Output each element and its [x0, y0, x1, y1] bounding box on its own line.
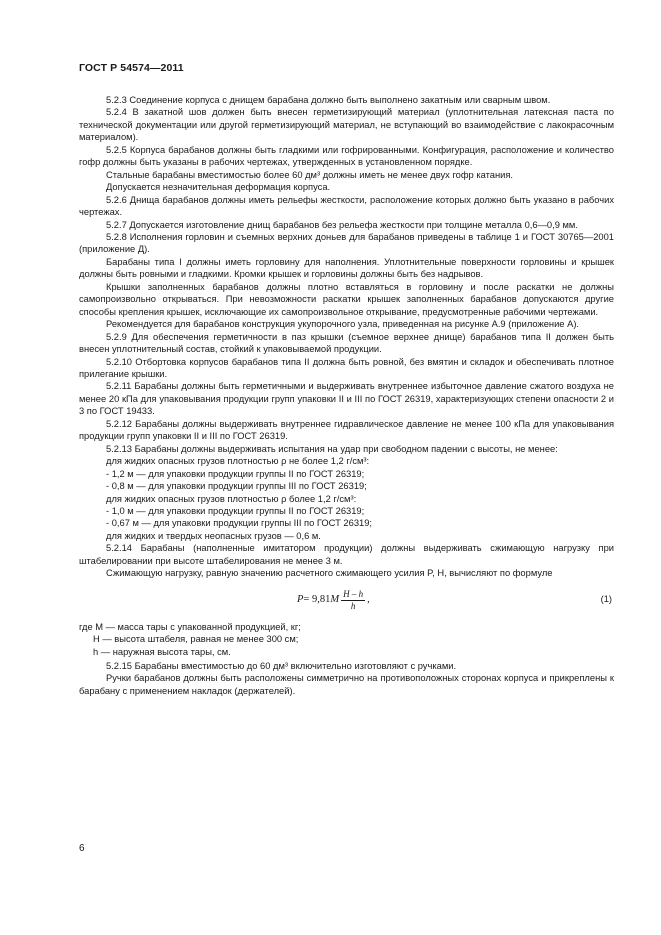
paragraph-5-2-4: 5.2.4 В закатной шов должен быть внесен герметизирующий материал (уплотнительная латексная паста по технической документации или другой герметизирующий материал, не вступающий во взаимодействие с лакокрасочным материалом).	[79, 107, 614, 143]
formula-lhs: P	[297, 593, 304, 605]
paragraph-formula-intro: Сжимающую нагрузку, равную значению расчетного сжимающего усилия P, Н, вычисляют по формуле	[106, 568, 553, 579]
paragraph-handles: Ручки барабанов должны быть расположены симметрично на противоположных сторонах корпуса и прикреплены к барабану с применением накладок (держателей).	[79, 673, 614, 696]
paragraph-5-2-6: 5.2.6 Днища барабанов должны иметь рельефы жесткости, расположение которых должно быть указано в рабочих чертежах.	[79, 194, 614, 218]
paragraph-5-2-7: 5.2.7 Допускается изготовление днищ барабанов без рельефа жесткости при толщине металла 0,6—0,9 мм.	[106, 219, 578, 230]
document-header: ГОСТ Р 54574—2011	[79, 62, 184, 74]
paragraph-recommended: Рекомендуется для барабанов конструкция укупорочного узла, приведенная на рисунке А.9 (приложение А).	[106, 319, 580, 330]
formula-legend	[79, 621, 614, 658]
list-item: - 1,2 м — для упаковки продукции группы II по ГОСТ 26319;	[106, 468, 365, 479]
list-item: - 1,0 м — для упаковки продукции группы II по ГОСТ 26319;	[106, 505, 365, 516]
paragraph-5-2-13: 5.2.13 Барабаны должны выдерживать испытания на удар при свободном падении с высоты, не менее:	[106, 443, 558, 454]
paragraph-lids: Крышки заполненных барабанов должны плотно вставляться в горловину и после раскатки не должны самопроизвольно открываться. При невозможности раскатки крышек заполненных барабанов допускаются другие способы крепления крышек, исключающие их самопроизвольное открывание, предусмотренные рабочими чертежами.	[79, 281, 614, 317]
list-item: для жидких опасных грузов плотностью ρ более 1,2 г/см³:	[106, 493, 357, 504]
formula-numerator: H – h	[343, 588, 364, 599]
paragraph-5-2-11: 5.2.11 Барабаны должны быть герметичными и выдерживать внутреннее избыточное давление сжатого воздуха не менее 20 кПа для упаковывания продукции групп упаковки II и III по ГОСТ 26319, характеризующих степени опасности 2 и 3 по ГОСТ 19433.	[79, 381, 614, 417]
list-item: для жидких и твердых неопасных грузов — 0,6 м.	[106, 530, 321, 541]
list-item: для жидких опасных грузов плотностью ρ не более 1,2 г/см³:	[106, 456, 370, 467]
formula-fraction	[341, 589, 365, 612]
legend-line: H — высота штабеля, равная не менее 300 см;	[93, 634, 299, 645]
document-body	[79, 94, 614, 697]
paragraph-5-2-10: 5.2.10 Отбортовка корпусов барабанов типа II должна быть ровной, без вмятин и складок и обеспечивать плотное прилегание крышки.	[79, 356, 614, 379]
paragraph-5-2-15: 5.2.15 Барабаны вместимостью до 60 дм³ включительно изготовляют с ручками.	[106, 661, 457, 672]
formula-denominator: h	[350, 600, 356, 611]
paragraph-deformation: Допускается незначительная деформация корпуса.	[106, 182, 331, 193]
formula-tail: ,	[367, 593, 370, 605]
paragraph-5-2-12: 5.2.12 Барабаны должны выдерживать внутреннее гидравлическое давление не менее 100 кПа для упаковывания продукции групп упаковки II и III по ГОСТ 26319.	[79, 418, 614, 442]
drop-height-list	[79, 455, 614, 542]
legend-line: h — наружная высота тары, см.	[93, 646, 231, 657]
paragraph-5-2-8: 5.2.8 Исполнения горловин и съемных верхних доньев для барабанов приведены в таблице 1 и ГОСТ 30765—2001 (приложение Д).	[79, 231, 614, 255]
list-item: - 0,8 м — для упаковки продукции группы III по ГОСТ 26319;	[106, 481, 367, 492]
paragraph-5-2-9: 5.2.9 Для обеспечения герметичности в паз крышки (съемное верхнее днище) барабанов типа II должен быть внесен уплотнительный состав, стойкий к упаковываемой продукции.	[79, 331, 614, 355]
formula-mass: M	[330, 593, 340, 605]
paragraph-5-2-14: 5.2.14 Барабаны (наполненные имитатором продукции) должны выдерживать сжимающую нагрузку при штабелировании при высоте штабелирования не менее 3 м.	[79, 543, 614, 566]
formula-coefficient: = 9,81	[303, 593, 331, 605]
legend-line: где M — масса тары с упакованной продукцией, кг;	[79, 621, 301, 632]
paragraph-steel-drums: Стальные барабаны вместимостью более 60 дм³ должны иметь не менее двух гофр катания.	[106, 169, 514, 180]
list-item: - 0,67 м — для упаковки продукции группы III по ГОСТ 26319;	[106, 518, 372, 529]
page-number: 6	[79, 843, 85, 854]
formula	[297, 589, 370, 612]
paragraph-5-2-5: 5.2.5 Корпуса барабанов должны быть гладкими или гофрированными. Конфигурация, расположение и количество гофр должны быть указаны в рабочих чертежах, утвержденных в установленном порядке.	[79, 144, 614, 168]
paragraph-5-2-3: 5.2.3 Соединение корпуса с днищем барабана должно быть выполнено закатным или сварным швом.	[106, 95, 551, 105]
formula-block	[79, 583, 614, 617]
formula-number: (1)	[600, 593, 612, 604]
paragraph-type-i: Барабаны типа I должны иметь горловину для наполнения. Уплотнительные поверхности горловины и крышек должны быть ровными и гладкими. Кромки крышек и горловины должны быть без надрывов.	[79, 256, 614, 280]
